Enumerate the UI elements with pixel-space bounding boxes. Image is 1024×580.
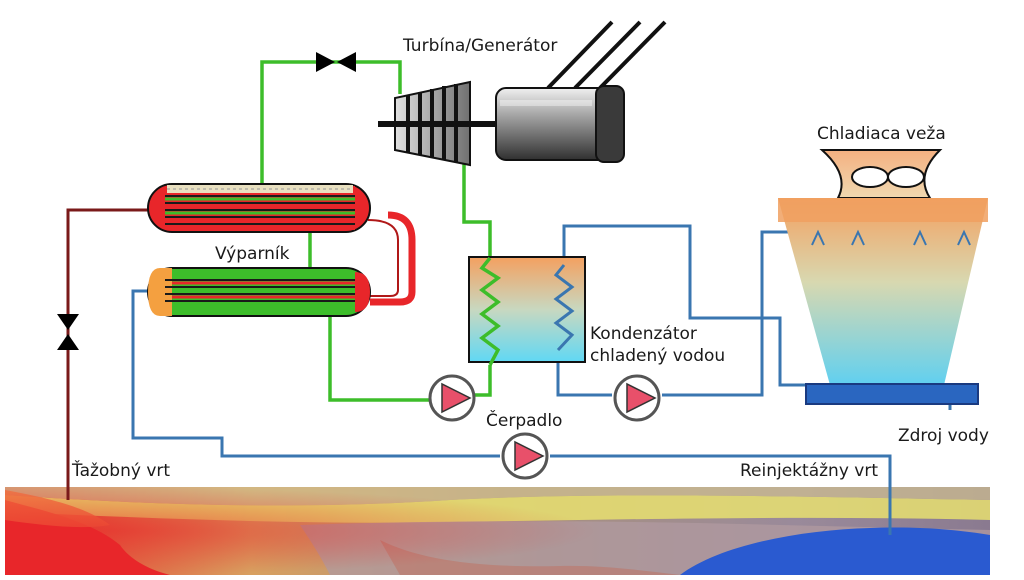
cooling-tower-label: Chladiaca veža (817, 124, 946, 144)
ground-strata (5, 487, 990, 575)
turbine-generator-label: Turbína/Generátor (403, 36, 558, 56)
pump-label: Čerpadlo (486, 411, 563, 431)
power-line-icon (548, 22, 665, 88)
condenser (469, 257, 585, 365)
brine-production-line (68, 210, 148, 500)
production-well-label: Ťažobný vrt (72, 461, 171, 481)
condenser-label-line2: chladený vodou (590, 346, 726, 366)
pump-icon (615, 376, 659, 420)
condenser-label-line1: Kondenzátor (590, 324, 697, 344)
reinjection-well-label: Reinjektážny vrt (740, 461, 878, 481)
evaporator-label: Výparník (215, 244, 290, 264)
pump-icon (503, 434, 547, 478)
generator-icon (496, 86, 624, 162)
cooling-tower (778, 150, 988, 404)
water-source-label: Zdroj vody (898, 426, 989, 446)
turbine-icon (378, 82, 510, 165)
pump-icon (430, 376, 474, 420)
